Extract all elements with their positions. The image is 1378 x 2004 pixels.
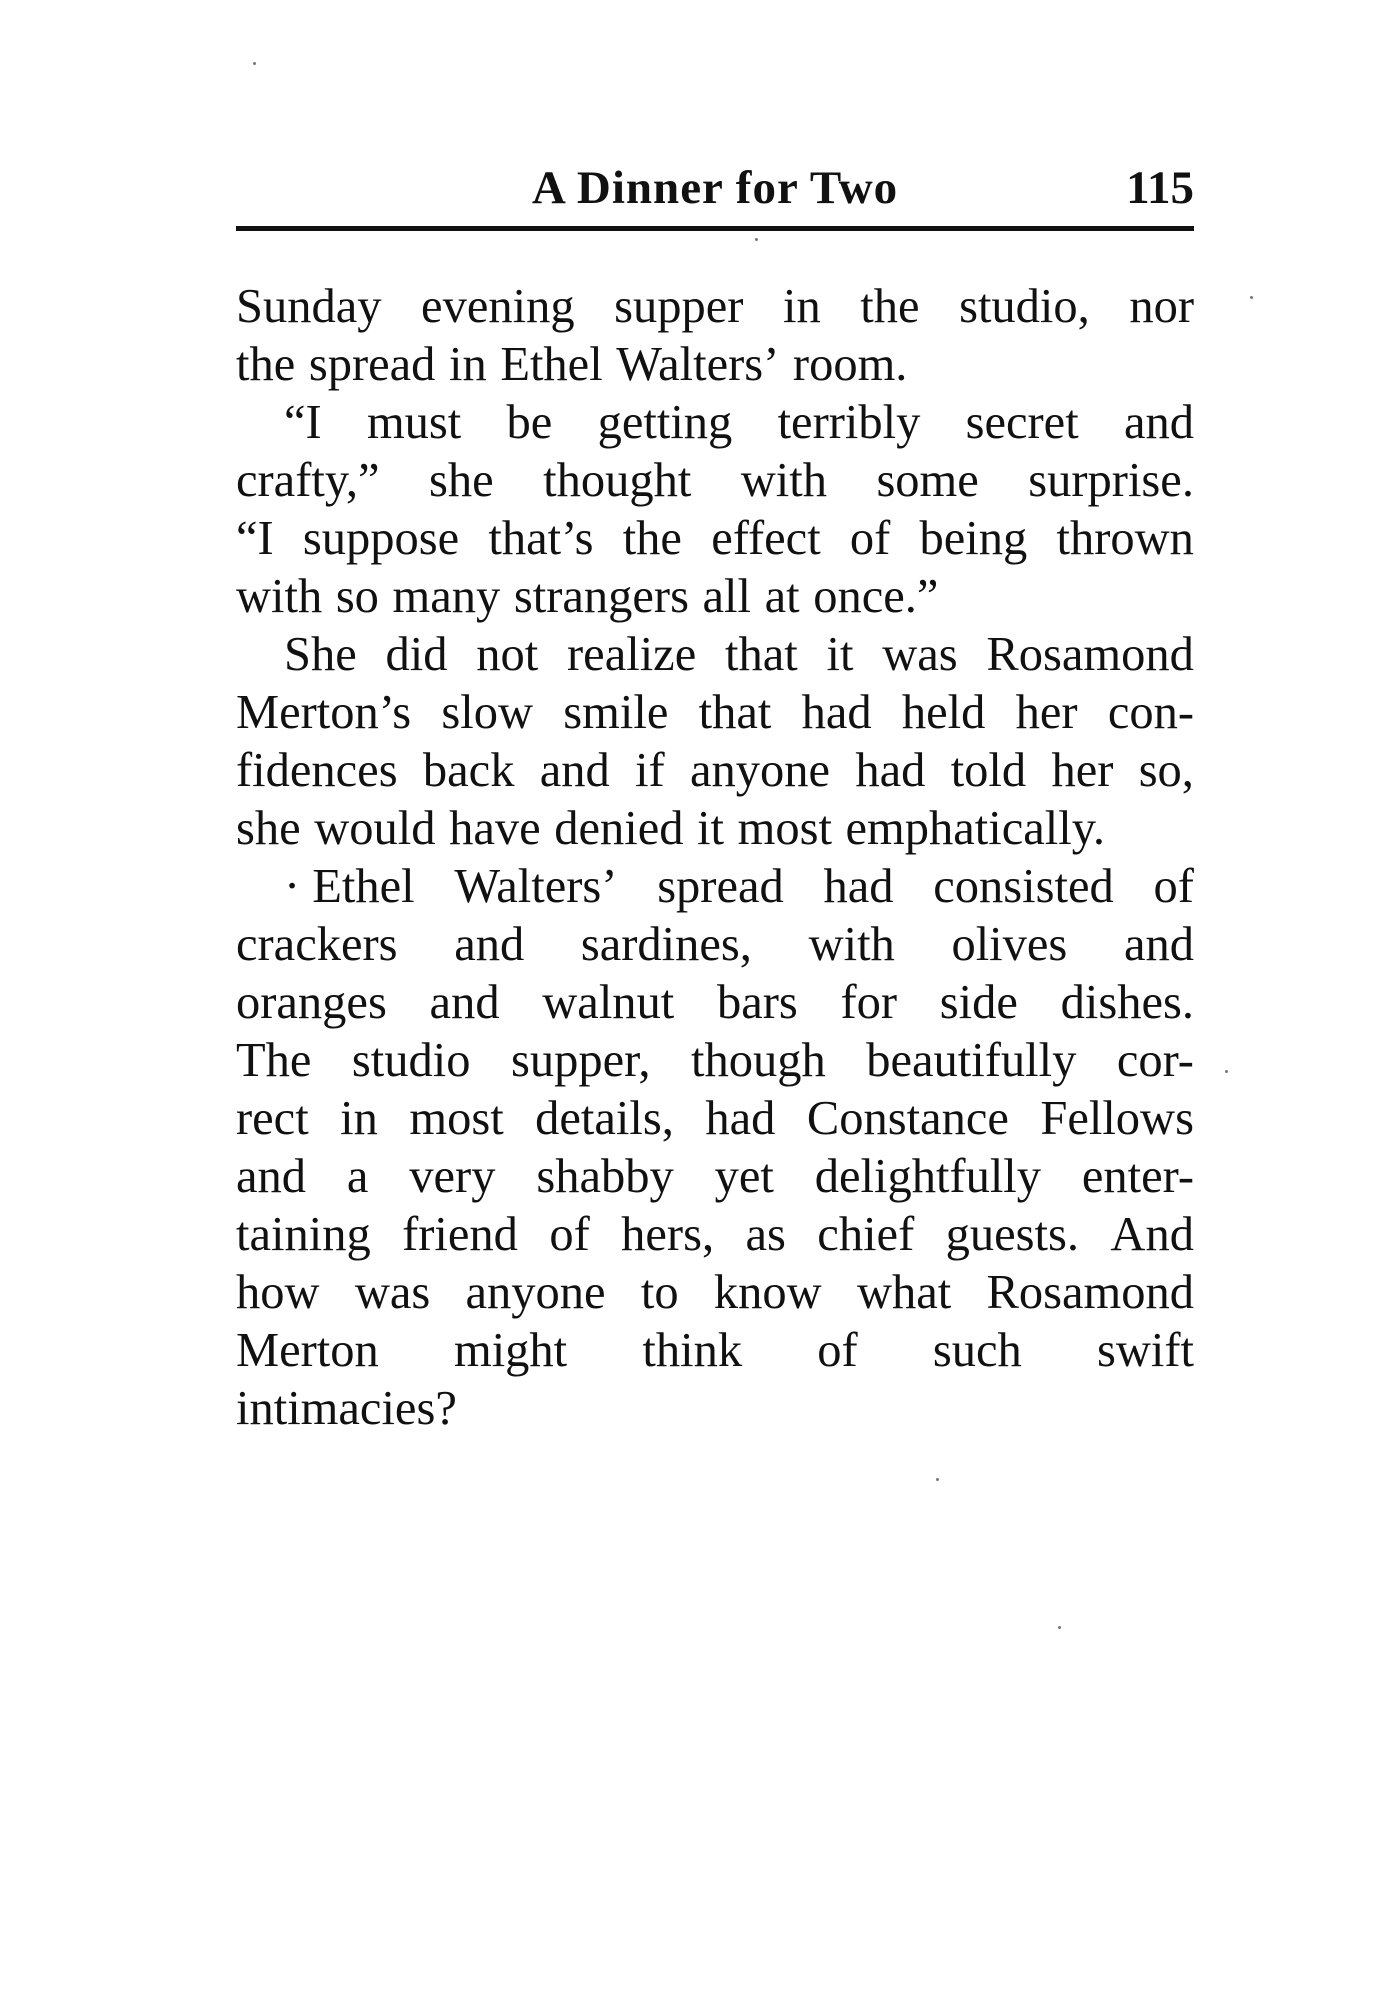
paragraph xyxy=(236,278,1194,394)
text-line xyxy=(236,742,1194,800)
word: have xyxy=(449,802,541,855)
word: Ethel xyxy=(500,338,603,391)
word: The xyxy=(236,1034,312,1087)
word: of xyxy=(549,1208,590,1261)
word: had xyxy=(855,744,926,797)
scan-speck xyxy=(1058,1626,1061,1629)
word: strangers xyxy=(513,570,689,623)
word: had xyxy=(801,686,872,739)
text-line xyxy=(236,1264,1194,1322)
word: delightfully xyxy=(814,1150,1042,1203)
word: Walters’ xyxy=(616,338,780,391)
word: shabby xyxy=(536,1150,674,1203)
word: some xyxy=(876,454,979,507)
word: suppose xyxy=(302,512,460,565)
word: · Ethel xyxy=(284,860,415,913)
text-line xyxy=(236,1032,1194,1090)
word: thought xyxy=(543,454,692,507)
word: it xyxy=(826,628,854,681)
scan-speck xyxy=(253,62,256,65)
word: details, xyxy=(535,1092,674,1145)
word: think xyxy=(642,1324,743,1377)
word: most xyxy=(737,802,832,855)
word: swift xyxy=(1097,1324,1194,1377)
word: Sunday xyxy=(236,280,382,333)
word: hers, xyxy=(621,1208,715,1261)
word: if xyxy=(635,744,665,797)
word: nor xyxy=(1129,280,1194,333)
word: she xyxy=(236,802,301,855)
word: yet xyxy=(714,1150,774,1203)
text-line xyxy=(236,278,1194,336)
word: beautifully xyxy=(866,1034,1077,1087)
word: guests. xyxy=(945,1208,1080,1261)
word: olives xyxy=(951,918,1068,971)
word: that’s xyxy=(488,512,594,565)
text-line xyxy=(236,1380,1194,1438)
word: denied xyxy=(554,802,684,855)
text-line xyxy=(236,974,1194,1032)
word: Fellows xyxy=(1040,1092,1194,1145)
word: the xyxy=(236,338,296,391)
word: slow xyxy=(441,686,534,739)
word: though xyxy=(690,1034,826,1087)
scan-speck xyxy=(1250,296,1253,299)
word: spread xyxy=(308,338,436,391)
word: she xyxy=(429,454,494,507)
paragraph xyxy=(236,858,1194,1438)
word: Rosamond xyxy=(986,1266,1194,1319)
word: bars xyxy=(717,976,798,1029)
paragraph xyxy=(236,394,1194,626)
word: and xyxy=(429,976,500,1029)
word: in xyxy=(449,338,487,391)
word: emphatically. xyxy=(845,802,1105,855)
word: might xyxy=(453,1324,568,1377)
word: it xyxy=(697,802,725,855)
text-line xyxy=(236,1206,1194,1264)
word: with xyxy=(740,454,827,507)
word: know xyxy=(713,1266,822,1319)
word: Constance xyxy=(806,1092,1009,1145)
word: was xyxy=(354,1266,431,1319)
text-line xyxy=(236,684,1194,742)
word: and xyxy=(454,918,525,971)
word: rect xyxy=(236,1092,309,1145)
word: room. xyxy=(792,338,908,391)
text-line xyxy=(236,336,1194,394)
scan-speck xyxy=(1225,1070,1228,1073)
word: consisted xyxy=(933,860,1114,913)
word: “I xyxy=(236,512,274,565)
word: the xyxy=(860,280,920,333)
word: surprise. xyxy=(1028,454,1194,507)
word: to xyxy=(640,1266,679,1319)
word: how xyxy=(236,1266,320,1319)
word: a xyxy=(346,1150,369,1203)
word: chief xyxy=(817,1208,915,1261)
text-line xyxy=(236,1148,1194,1206)
text-line xyxy=(236,916,1194,974)
word: would xyxy=(314,802,436,855)
word: must xyxy=(366,396,462,449)
word: being xyxy=(919,512,1028,565)
word: getting xyxy=(597,396,733,449)
page-number: 115 xyxy=(1126,162,1194,214)
word: And xyxy=(1110,1208,1194,1261)
word: secret xyxy=(965,396,1079,449)
word: taining xyxy=(236,1208,371,1261)
word: spread xyxy=(657,860,784,913)
text-line xyxy=(236,800,1194,858)
word: as xyxy=(745,1208,786,1261)
word: thrown xyxy=(1056,512,1194,565)
word: crafty,” xyxy=(236,454,380,507)
word: the xyxy=(622,512,682,565)
word: supper, xyxy=(510,1034,651,1087)
word: did xyxy=(385,628,448,681)
text-line xyxy=(236,510,1194,568)
word: very xyxy=(409,1150,496,1203)
word: with xyxy=(236,570,323,623)
word: what xyxy=(856,1266,952,1319)
word: back xyxy=(422,744,515,797)
scan-speck xyxy=(936,1478,939,1481)
word: anyone xyxy=(465,1266,606,1319)
word: of xyxy=(849,512,891,565)
word: in xyxy=(340,1092,378,1145)
text-line xyxy=(236,452,1194,510)
text-line xyxy=(236,568,1194,626)
word: side xyxy=(939,976,1018,1029)
word: effect xyxy=(711,512,821,565)
word: Merton xyxy=(236,1324,379,1377)
text-line xyxy=(236,1090,1194,1148)
word: so xyxy=(335,570,379,623)
word: was xyxy=(882,628,958,681)
word: con- xyxy=(1107,686,1194,739)
word: studio, xyxy=(959,280,1090,333)
word: of xyxy=(817,1324,858,1377)
word: terribly xyxy=(777,396,921,449)
word: and xyxy=(1123,918,1194,971)
paragraph xyxy=(236,626,1194,858)
word: and xyxy=(539,744,610,797)
running-title: A Dinner for Two xyxy=(531,162,899,214)
scan-speck xyxy=(755,238,758,241)
word: her xyxy=(1051,744,1114,797)
word: had xyxy=(823,860,894,913)
word: all xyxy=(702,570,752,623)
word: Walters’ xyxy=(454,860,618,913)
word: cor- xyxy=(1116,1034,1194,1087)
word: be xyxy=(506,396,553,449)
text-line xyxy=(236,1322,1194,1380)
word: Rosamond xyxy=(986,628,1194,681)
word: supper xyxy=(614,280,744,333)
word: had xyxy=(705,1092,776,1145)
word: that xyxy=(698,686,772,739)
word: and xyxy=(1123,396,1194,449)
running-head xyxy=(236,158,1194,228)
text-line xyxy=(236,394,1194,452)
word: at xyxy=(764,570,800,623)
word: smile xyxy=(563,686,669,739)
word: so, xyxy=(1138,744,1194,797)
word: of xyxy=(1153,860,1194,913)
word: most xyxy=(409,1092,504,1145)
word: She xyxy=(284,628,357,681)
header-rule xyxy=(236,226,1194,231)
word: “I xyxy=(284,396,322,449)
text-line xyxy=(236,858,1194,916)
word: friend xyxy=(402,1208,518,1261)
word: walnut xyxy=(542,976,675,1029)
word: Merton’s xyxy=(236,686,412,739)
word: not xyxy=(476,628,539,681)
word: crackers xyxy=(236,918,398,971)
word: oranges xyxy=(236,976,387,1029)
body-text xyxy=(236,278,1194,1438)
word: fidences xyxy=(236,744,398,797)
word: enter- xyxy=(1081,1150,1194,1203)
word: dishes. xyxy=(1060,976,1194,1029)
word: that xyxy=(725,628,798,681)
word: told xyxy=(950,744,1027,797)
word: sardines, xyxy=(580,918,752,971)
word: many xyxy=(392,570,501,623)
word: held xyxy=(901,686,986,739)
word: with xyxy=(808,918,895,971)
word: for xyxy=(840,976,898,1029)
word: anyone xyxy=(690,744,831,797)
text-line xyxy=(236,626,1194,684)
word: realize xyxy=(567,628,697,681)
word: such xyxy=(932,1324,1022,1377)
word: in xyxy=(782,280,821,333)
word: once.” xyxy=(813,570,939,623)
word: intimacies? xyxy=(236,1382,457,1435)
word: and xyxy=(236,1150,307,1203)
word: studio xyxy=(351,1034,471,1087)
word: evening xyxy=(421,280,575,333)
word: her xyxy=(1015,686,1078,739)
